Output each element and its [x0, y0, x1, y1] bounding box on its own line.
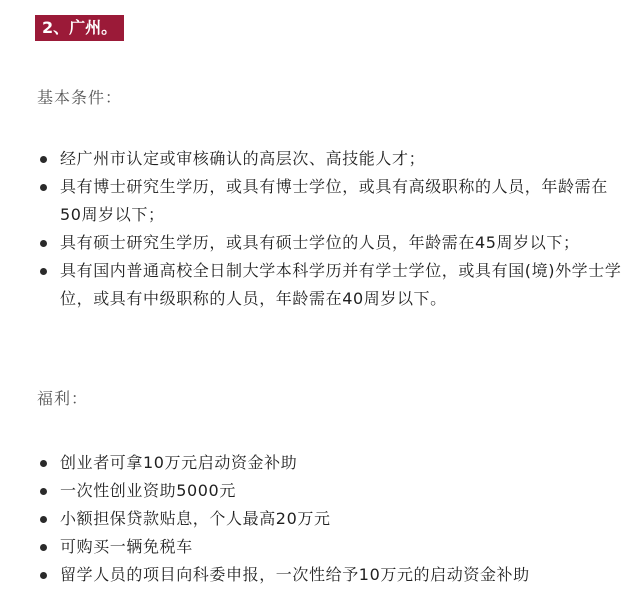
bullet-icon — [40, 156, 47, 163]
bullet-icon — [40, 516, 47, 523]
list-item — [38, 173, 623, 229]
list-item-text: 一次性创业资助5000元 — [60, 481, 236, 500]
list-item — [38, 449, 623, 477]
list-item — [38, 229, 623, 257]
bullet-icon — [40, 488, 47, 495]
list-item — [38, 257, 623, 313]
benefits-list — [38, 449, 623, 589]
basic-conditions-list — [38, 145, 623, 313]
list-item-text: 经广州市认定或审核确认的高层次、高技能人才； — [60, 149, 426, 168]
list-item — [38, 477, 623, 505]
list-item — [38, 145, 623, 173]
list-item-text: 具有硕士研究生学历，或具有硕士学位的人员，年龄需在45周岁以下； — [60, 233, 580, 252]
bullet-icon — [40, 572, 47, 579]
list-item-text: 创业者可拿10万元启动资金补助 — [60, 453, 298, 472]
list-item-text: 可购买一辆免税车 — [60, 537, 193, 556]
list-item — [38, 533, 623, 561]
bullet-icon — [40, 268, 47, 275]
list-item-text: 小额担保贷款贴息，个人最高20万元 — [60, 509, 331, 528]
section-heading-tag: 2、广州。 — [35, 15, 124, 41]
list-item-text: 具有国内普通高校全日制大学本科学历并有学士学位，或具有国(境)外学士学位，或具有中级职称的人员，年龄需在40周岁以下。 — [60, 261, 622, 308]
bullet-icon — [40, 544, 47, 551]
basic-conditions-label: 基本条件： — [37, 88, 123, 107]
bullet-icon — [40, 460, 47, 467]
list-item — [38, 505, 623, 533]
benefits-label: 福利： — [37, 389, 89, 408]
bullet-icon — [40, 184, 47, 191]
list-item — [38, 561, 623, 589]
bullet-icon — [40, 240, 47, 247]
list-item-text: 留学人员的项目向科委申报，一次性给予10万元的启动资金补助 — [60, 565, 530, 584]
list-item-text: 具有博士研究生学历，或具有博士学位，或具有高级职称的人员，年龄需在50周岁以下； — [60, 177, 608, 224]
